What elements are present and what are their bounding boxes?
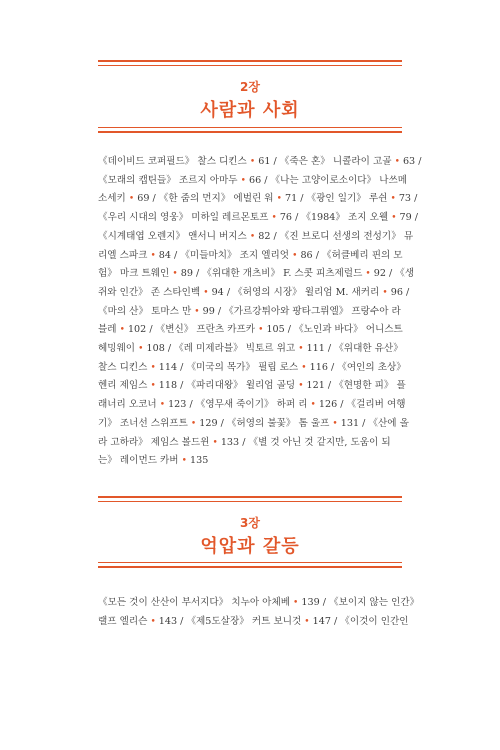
page-bullet: • — [150, 250, 156, 261]
text-segment: 105 / 《노인과 바다》 어니스트 — [263, 324, 403, 336]
text-segment: 139 / 《보이지 않는 인간》 — [298, 597, 420, 608]
text-segment: 114 / 《미국의 목가》 필립 로스 — [155, 361, 302, 373]
page-bullet: • — [293, 598, 299, 608]
page-bullet: • — [332, 418, 338, 429]
bottom-rule — [98, 131, 402, 133]
page-bullet: • — [271, 213, 277, 224]
page-bullet: • — [150, 362, 156, 373]
text-segment: 《시계태엽 오렌지》 앤서니 버지스 — [98, 230, 250, 242]
text-segment: 79 / — [396, 212, 419, 224]
text-segment: 84 / 《미들마치》 조지 엘리엇 — [155, 249, 293, 261]
text-segment: 66 / 《나는 고양이로소이다》 나쓰메 — [245, 174, 408, 186]
text-segment: 73 / — [395, 193, 418, 205]
page-bullet: • — [391, 213, 397, 224]
page-bullet: • — [249, 231, 256, 242]
text-segment: 82 / 《진 브로디 선생의 전성기》 뮤 — [255, 230, 414, 242]
text-segment: 기》 조너선 스위프트 — [98, 417, 191, 429]
text-line — [98, 415, 409, 434]
text-segment: 《우리 시대의 영웅》 미하일 레르몬토프 — [98, 212, 272, 224]
text-segment: 찰스 디킨스 — [98, 361, 151, 373]
text-line — [98, 377, 406, 396]
book-list-paragraph — [98, 153, 422, 471]
text-segment: 126 / 《걸리버 여행 — [315, 399, 406, 411]
page-bullet: • — [394, 157, 400, 167]
page-bullet: • — [150, 381, 156, 392]
text-segment: 랠프 엘리슨 — [98, 615, 151, 627]
page-bullet: • — [382, 287, 388, 298]
page-bullet: • — [159, 400, 166, 411]
text-segment: 133 / 《별 것 아닌 것 같지만, 도움이 되 — [217, 436, 391, 448]
text-line — [98, 321, 406, 340]
text-segment: 131 / 《산에 올 — [337, 417, 409, 429]
text-segment: 129 / 《허영의 불꽃》 톰 울프 — [196, 417, 333, 429]
text-line — [98, 247, 406, 266]
page-bullet: • — [292, 250, 298, 261]
text-segment: 108 / 《레 미제라블》 빅토르 위고 — [143, 343, 299, 355]
text-segment: 헨리 제임스 — [98, 380, 151, 392]
text-segment: 76 / 《1984》 조지 오웰 — [276, 212, 392, 224]
top-rule — [98, 60, 402, 62]
chapter-title: 사람과 사회 — [200, 100, 300, 121]
text-segment: 63 / — [399, 156, 422, 167]
text-line — [98, 396, 406, 415]
bottom-rule-thin — [98, 562, 402, 563]
text-segment: 92 / 《생 — [370, 268, 415, 280]
page-bullet: • — [212, 437, 218, 448]
bottom-rule-thin — [98, 127, 402, 128]
page-bullet: • — [172, 269, 178, 280]
text-segment: 102 / 《변신》 프란츠 카프카 — [124, 324, 259, 336]
text-segment: 89 / 《위대한 개츠비》 F. 스콧 피츠제럴드 — [177, 268, 366, 280]
text-segment: 118 / 《파리대왕》 윌리엄 골딩 — [155, 380, 299, 392]
text-segment: 123 / 《영무새 죽이기》 하퍼 리 — [165, 399, 311, 411]
text-segment: 라 고하라》 제임스 볼드윈 — [98, 436, 213, 448]
page-bullet: • — [310, 400, 316, 411]
book-list-paragraph — [98, 594, 420, 631]
text-segment: 96 / — [387, 286, 410, 298]
top-rule-thin — [98, 65, 402, 66]
page-bullet: • — [258, 325, 264, 336]
top-rule-thin — [98, 501, 402, 502]
page-bullet: • — [304, 616, 310, 627]
text-segment: 99 / 《가르강튀아와 팡타그뤼엘》 프랑수아 라 — [199, 305, 401, 317]
text-segment: 121 / 《현명한 피》 플 — [303, 380, 406, 392]
text-segment: 《모든 것이 산산이 부서지다》 치누아 아체베 — [98, 597, 294, 608]
page-bullet: • — [190, 418, 197, 429]
text-segment: 86 / 《허클베리 핀의 모 — [297, 249, 403, 261]
page-bullet: • — [301, 362, 307, 373]
text-line — [98, 284, 410, 303]
page-bullet: • — [119, 325, 125, 336]
text-segment: 블레 — [98, 324, 120, 336]
text-segment: 《데이비드 코퍼필드》 찰스 디킨스 — [98, 156, 250, 167]
text-line — [98, 452, 406, 471]
page-bullet: • — [128, 194, 135, 205]
text-line — [98, 209, 419, 228]
text-line — [98, 613, 409, 632]
page-bullet: • — [390, 194, 396, 205]
text-line — [98, 594, 420, 613]
text-segment: 《마의 산》 토마스 만 — [98, 305, 195, 317]
text-segment: 61 / 《죽은 혼》 니콜라이 고골 — [255, 156, 395, 167]
text-segment: 험》 마크 트웨인 — [98, 268, 173, 280]
text-line — [98, 303, 406, 322]
text-segment: 116 / 《여인의 초상》 — [306, 361, 406, 373]
text-segment: 147 / 《이것이 인간인 — [309, 615, 409, 627]
text-segment: 69 / 《한 줌의 먼지》 에벌린 워 — [134, 193, 277, 205]
page-bullet: • — [249, 157, 256, 167]
chapter-title: 억압과 갈등 — [200, 536, 300, 557]
page-bullet: • — [365, 269, 371, 280]
page-bullet: • — [298, 381, 304, 392]
text-segment: 135 — [186, 455, 209, 467]
text-line — [98, 340, 406, 359]
text-segment: 래너리 오코너 — [98, 399, 160, 411]
text-line — [98, 359, 406, 378]
text-line — [98, 172, 406, 191]
text-line — [98, 265, 415, 284]
text-line — [98, 228, 414, 247]
page-bullet: • — [194, 306, 200, 317]
text-segment: 쥐와 인간》 존 스타인벡 — [98, 286, 204, 298]
text-segment: 111 / 《위대한 유산》 — [303, 343, 403, 355]
page-bullet: • — [240, 175, 246, 186]
text-segment: 71 / 《광인 일기》 루쉰 — [281, 193, 391, 205]
text-segment: 는》 레이먼드 카버 — [98, 455, 182, 467]
top-rule — [98, 496, 402, 498]
page-bullet: • — [298, 344, 304, 355]
page-bullet: • — [150, 616, 156, 627]
text-segment: 리엘 스파크 — [98, 249, 151, 261]
text-segment: 94 / 《허영의 시장》 윌리엄 M. 새커리 — [208, 286, 383, 298]
text-segment: 143 / 《제5도살장》 커트 보니것 — [155, 615, 305, 627]
page-bullet: • — [138, 344, 144, 355]
page-bullet: • — [203, 287, 209, 298]
bottom-rule — [98, 566, 402, 568]
text-line — [98, 190, 418, 209]
text-segment: 《모래의 캡틴들》 조르지 아마두 — [98, 174, 241, 186]
text-segment: 소세키 — [98, 193, 129, 205]
chapter-number: 3장 — [240, 516, 260, 530]
page-bullet: • — [276, 194, 282, 205]
page-bullet: • — [181, 456, 187, 467]
text-line — [98, 153, 422, 172]
text-segment: 헤밍웨이 — [98, 343, 139, 355]
text-line — [98, 434, 406, 453]
chapter-number: 2장 — [240, 80, 260, 94]
